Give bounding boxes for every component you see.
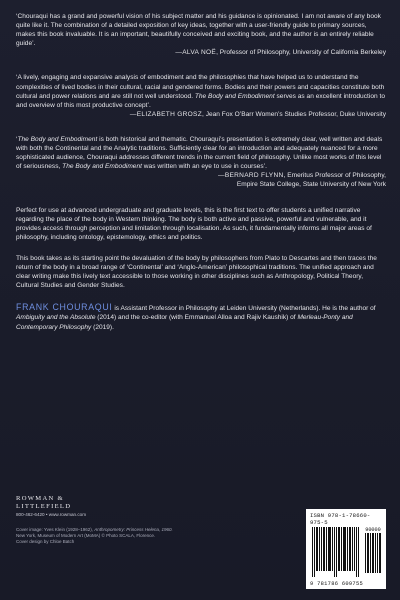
bio-text: is Assistant Professor in Philosophy at Leiden University (Netherlands). He is the author of <box>112 305 376 313</box>
bio-text: (2014) and the co-editor (with Emmanuel Alloa and Rajiv Kaushik) of <box>95 314 298 322</box>
cover-credits <box>16 527 226 546</box>
publisher-logo-line: LITTLEFIELD <box>16 502 72 510</box>
reviewer-name: —ALVA NOË <box>175 49 217 57</box>
book-title: The Body and Embodiment <box>62 163 142 171</box>
book-title: The Body and Embodiment <box>194 92 275 100</box>
description-paragraph: This book takes as its starting point the devaluation of the body by philosophers from Plato to Descartes and then traces the return of the body in a broad range of ‘Continental’ and ‘Anglo-American’ philosophical traditions. The unified approach and clear writing make this lively text accessible to those working in other disciplines such as Anthropology, Political Theory, Cultural Studies and Gender Studies. <box>16 254 377 290</box>
reviewer-affiliation: , Professor of Philosophy, University of California Berkeley <box>216 49 386 57</box>
addon-bars <box>364 533 382 573</box>
barcode <box>310 527 382 587</box>
reviewer-name: —ELIZABETH GROSZ <box>129 110 203 118</box>
reviewer-name: —BERNARD FLYNN <box>217 172 284 180</box>
book-description <box>16 254 386 290</box>
review-noe <box>16 12 386 57</box>
publisher-logo <box>16 495 166 510</box>
artwork-title: Anthropometry: Princess Helena, 1960. <box>94 527 173 532</box>
quote-mark: ‘ <box>16 135 18 143</box>
addon-number: 90000 <box>365 527 381 533</box>
barcode-box <box>306 509 386 589</box>
addon-barcode <box>364 527 382 578</box>
review-grosz <box>16 73 386 118</box>
publisher-website: www.rowman.com <box>48 512 87 518</box>
reviewer-affiliation-line2: Empire State College, State University of New York <box>236 181 386 189</box>
author-bio-text <box>16 303 386 332</box>
review-quote <box>16 73 386 109</box>
bio-text: (2019). <box>91 323 114 331</box>
publisher-logo-line: ROWMAN & <box>16 495 64 502</box>
review-attribution <box>16 48 386 57</box>
quote-text: ‘A lively, engaging and expansive analysis of embodiment and the philosophies that have helped us to understand the complexities of lived bodies in their cultural, racial and gendered forms. Bodies and their powers and capacities constitute both cultural and power relations and are still not well understood. <box>16 74 385 100</box>
publisher-block <box>16 495 166 518</box>
author-bio <box>16 303 386 332</box>
quote-text: is both historical and thematic. Chouraqui’s presentation is extremely clear, well written and deals with both the Continental and the Analytic traditions. Sufficiently clear for an introduction and adequately nuanced for a more sophisticated audience, Chouraqui addresses different trends in the current field of philosophy. Unlike most works of this level of seriousness, <box>16 135 383 171</box>
reviewer-affiliation: , Emeritus Professor of Philosophy, <box>283 172 386 180</box>
credit-line: New York, Museum of Modern Art (MoMA) © Photo SCALA, Florence. <box>16 533 156 539</box>
reviewer-affiliation: , Jean Fox O’Barr Women’s Studies Professor, Duke University <box>202 110 386 118</box>
book-title: The Body and Embodiment <box>17 135 98 143</box>
review-quote: ‘Chouraqui has a grand and powerful vision of his subject matter and his guidance is opinionated. I am not aware of any book quite like it. The combination of a detailed exposition of key ideas, together with a user-friendly guide to primary sources, makes this book invaluable. It is an important, beautifully conceived and exciting book, and the author is an entirely reliable guide’. <box>16 13 381 48</box>
review-flynn <box>16 135 386 190</box>
isbn-text: ISBN 978-1-78660-975-5 <box>310 512 371 526</box>
credit-text: Cover image: Yves Klein (1928–1962), <box>16 527 95 532</box>
quote-text: was written with an eye to use in courses’. <box>141 163 267 171</box>
description-paragraph: Perfect for use at advanced undergraduate and graduate levels, this is the first text to offer students a unified narrative regarding the place of the body in Western thinking. The body is both active and passive, powerful and vulnerable, and it provides access through perception and limitation through localisation. As such, it fundamentally informs all major areas of philosophy, including ontology, epistemology, ethics and politics. <box>16 206 372 241</box>
barcode-digits: 9 781786 609755 <box>310 581 364 587</box>
book-title: Ambiguity and the Absolute <box>16 314 96 322</box>
publisher-contact: 800-462-6420 • www.rowman.com <box>16 512 87 518</box>
quote-text: serves as an excellent introduction to and overview of this most productive concept’. <box>16 92 385 109</box>
review-attribution <box>16 171 386 180</box>
book-description <box>16 206 386 242</box>
back-cover-text <box>16 12 386 332</box>
review-quote <box>16 135 386 171</box>
review-attribution <box>16 110 386 119</box>
publisher-phone: 800-462-6420 <box>16 512 45 518</box>
credit-line: Cover design by Chloe Batch <box>16 539 75 545</box>
ean-barcode <box>310 527 362 577</box>
author-name: FRANK CHOURAQUI <box>16 302 113 313</box>
book-title: Merleau-Ponty and Contemporary Philosophy <box>16 314 353 331</box>
